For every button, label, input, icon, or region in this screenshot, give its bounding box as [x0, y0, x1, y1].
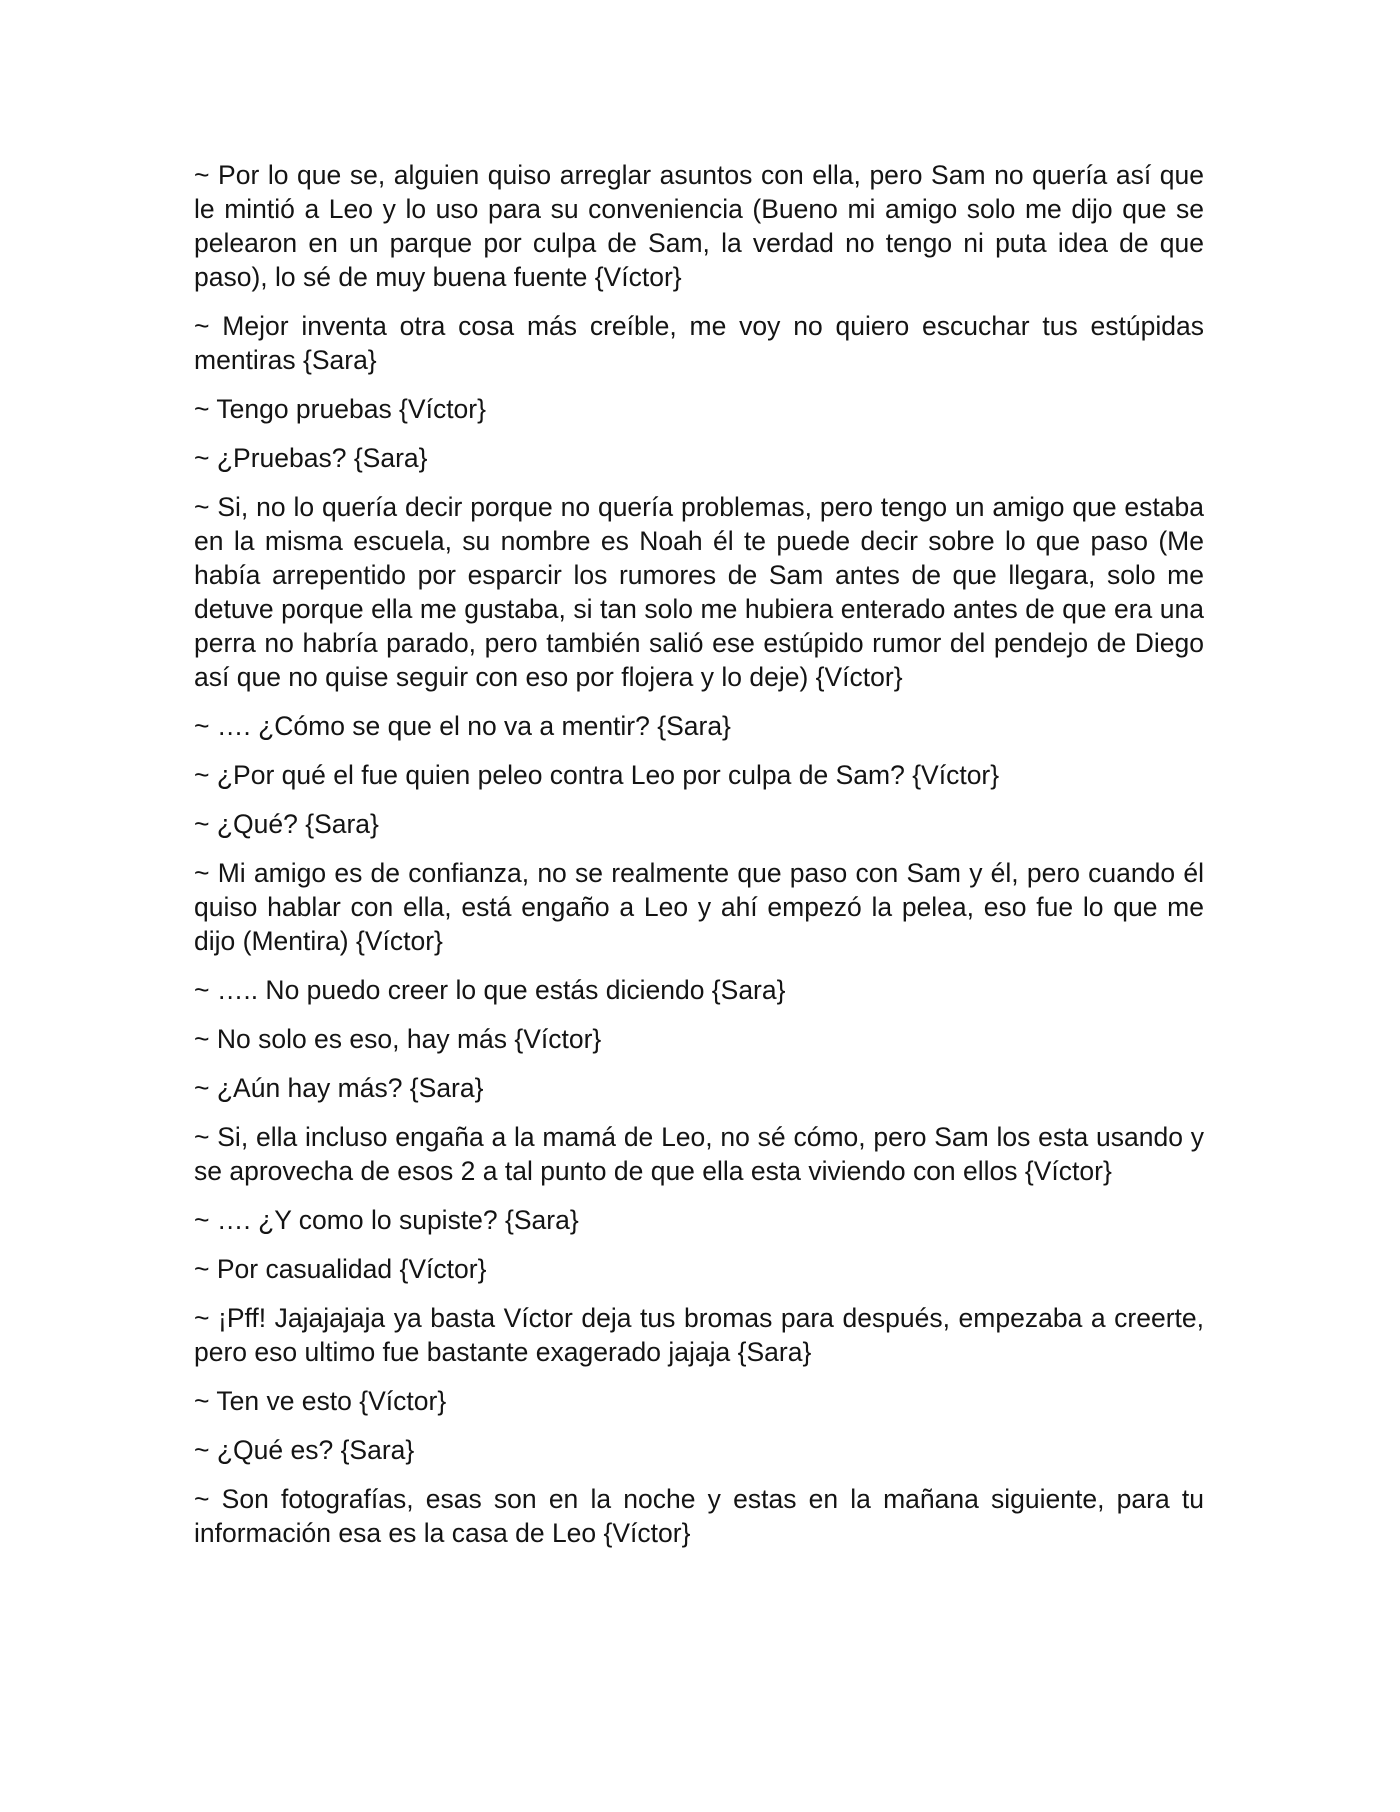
document-body — [194, 158, 1204, 1565]
dialogue-paragraph: ~ Son fotografías, esas son en la noche y estas en la mañana siguiente, para tu información esa es la casa de Leo {Víctor} — [194, 1484, 1204, 1548]
dialogue-paragraph: ~ No solo es eso, hay más {Víctor} — [194, 1024, 602, 1054]
dialogue-paragraph: ~ Por casualidad {Víctor} — [194, 1254, 487, 1284]
dialogue-paragraph: ~ ¡Pff! Jajajajaja ya basta Víctor deja tus bromas para después, empezaba a creerte, pero eso ultimo fue bastante exagerado jajaja {Sara} — [194, 1303, 1204, 1367]
dialogue-paragraph: ~ ¿Aún hay más? {Sara} — [194, 1073, 484, 1103]
dialogue-paragraph: ~ ¿Qué es? {Sara} — [194, 1435, 415, 1465]
dialogue-paragraph: ~ Si, no lo quería decir porque no quería problemas, pero tengo un amigo que estaba en la misma escuela, su nombre es Noah él te puede decir sobre lo que paso (Me había arrepentido por esparcir los rumores de Sam antes de que llegara, solo me detuve porque ella me gustaba, si tan solo me hubiera enterado antes de que era una perra no habría parado, pero también salió ese estúpido rumor del pendejo de Diego así que no quise seguir con eso por flojera y lo deje) {Víctor} — [194, 492, 1204, 692]
dialogue-paragraph: ~ ….. No puedo creer lo que estás diciendo {Sara} — [194, 975, 786, 1005]
dialogue-paragraph: ~ Mejor inventa otra cosa más creíble, me voy no quiero escuchar tus estúpidas mentiras {Sara} — [194, 311, 1204, 375]
dialogue-paragraph: ~ Si, ella incluso engaña a la mamá de Leo, no sé cómo, pero Sam los esta usando y se aprovecha de esos 2 a tal punto de que ella esta viviendo con ellos {Víctor} — [194, 1122, 1204, 1186]
dialogue-paragraph: ~ ¿Qué? {Sara} — [194, 809, 379, 839]
dialogue-paragraph: ~ Tengo pruebas {Víctor} — [194, 394, 486, 424]
dialogue-paragraph: ~ Por lo que se, alguien quiso arreglar asuntos con ella, pero Sam no quería así que le mintió a Leo y lo uso para su conveniencia (Bueno mi amigo solo me dijo que se pelearon en un parque por culpa de Sam, la verdad no tengo ni puta idea de que paso), lo sé de muy buena fuente {Víctor} — [194, 160, 1204, 292]
dialogue-paragraph: ~ Ten ve esto {Víctor} — [194, 1386, 447, 1416]
dialogue-paragraph: ~ Mi amigo es de confianza, no se realmente que paso con Sam y él, pero cuando él quiso hablar con ella, está engaño a Leo y ahí empezó la pelea, eso fue lo que me dijo (Mentira) {Víctor} — [194, 858, 1204, 956]
dialogue-paragraph: ~ ¿Pruebas? {Sara} — [194, 443, 428, 473]
dialogue-paragraph: ~ ¿Por qué el fue quien peleo contra Leo por culpa de Sam? {Víctor} — [194, 760, 1000, 790]
dialogue-paragraph: ~ …. ¿Cómo se que el no va a mentir? {Sara} — [194, 711, 731, 741]
dialogue-paragraph: ~ …. ¿Y como lo supiste? {Sara} — [194, 1205, 579, 1235]
